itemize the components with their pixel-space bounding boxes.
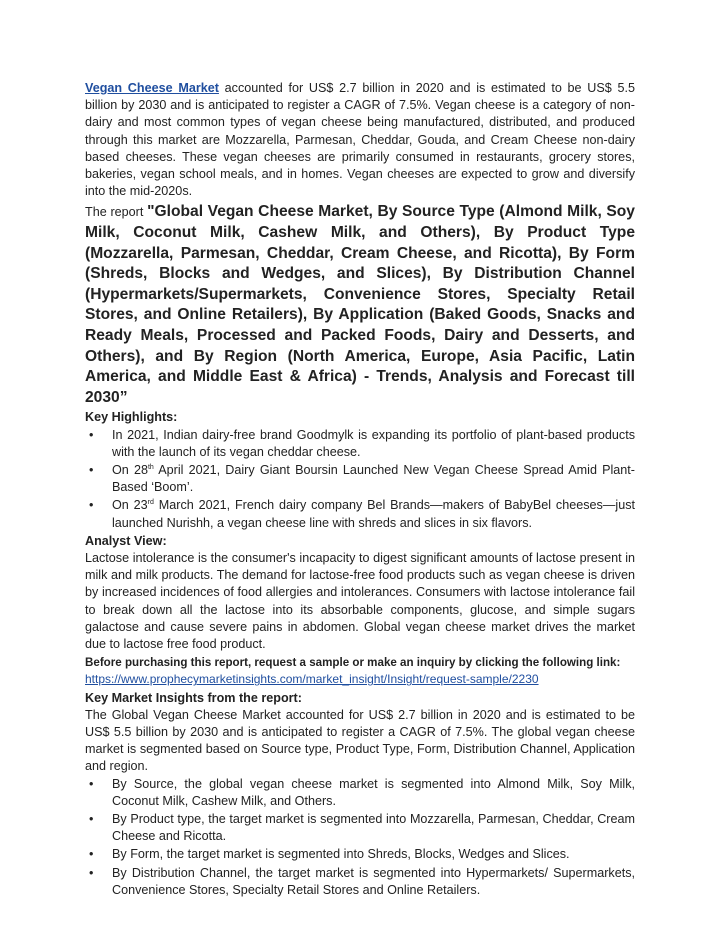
list-item: • In 2021, Indian dairy-free brand Goodmylk is expanding its portfolio of plant-based products with the launch of its vegan cheddar cheese. <box>89 427 635 459</box>
insights-paragraph: The Global Vegan Cheese Market accounted for US$ 2.7 billion in 2020 and is estimated to be US$ 5.5 billion by 2030 and is anticipated to register a CAGR of 7.5%. The global vegan cheese market is segmented based on Source type, Product Type, Form, Distribution Channel, Application and region. <box>85 707 635 774</box>
request-sample-link[interactable]: https://www.prophecymarketinsights.com/market_insight/Insight/request-sample/2230 <box>85 672 539 687</box>
analyst-view-paragraph: Lactose intolerance is the consumer's incapacity to digest significant amounts of lactose present in milk and milk products. The demand for lactose-free food products such as vegan cheese is driven by increased incidences of food allergies and intolerances. Consumers with lactose intolerance fail to break down all the lactose into its absorbable components, glucose, and simple sugars galactose and cause severe pains in abdomen. Global vegan cheese market drives the market due to lactose free food product. <box>85 550 635 651</box>
key-highlights-list <box>85 427 635 532</box>
report-title-paragraph <box>85 202 635 408</box>
bullet-icon: • <box>89 865 94 880</box>
analyst-view-heading: Analyst View: <box>85 533 167 548</box>
list-item: • By Form, the target market is segmented into Shreds, Blocks, Wedges and Slices. <box>85 846 635 863</box>
bullet-icon: • <box>89 462 94 477</box>
key-market-insights-heading: Key Market Insights from the report: <box>85 690 302 705</box>
bullet-icon: • <box>89 776 94 791</box>
report-prefix: The report <box>85 205 148 220</box>
bullet-icon: • <box>89 498 94 513</box>
bullet-icon: • <box>89 847 94 862</box>
key-highlights-heading: Key Highlights: <box>85 410 178 425</box>
insights-list <box>85 776 635 899</box>
report-title: "Global Vegan Cheese Market, By Source Type (Almond Milk, Soy Milk, Coconut Milk, Cashew Milk, and Others), By Product Type (Mozzarella, Parmesan, Cheddar, Cream Cheese, and Ricotta), By Form (Shreds, Blocks and Wedges, and Slices), By Distribution Channel (Hypermarkets/Supermarkets, Convenience Stores, Specialty Retail Stores, and Online Retailers), By Application (Baked Goods, Snacks and Ready Meals, Processed and Packed Foods, Dairy and Desserts, and Others), and By Region (North America, Europe, Asia Pacific, Latin America, and Middle East & Africa) - Trends, Analysis and Forecast till 2030” <box>85 203 635 406</box>
bullet-icon: • <box>89 427 94 442</box>
vegan-cheese-market-link[interactable]: Vegan Cheese Market <box>85 81 219 95</box>
list-item: • On 28th April 2021, Dairy Giant Boursin Launched New Vegan Cheese Spread Amid Plant-Based ‘Boom’. <box>89 462 636 495</box>
list-item: • By Source, the global vegan cheese market is segmented into Almond Milk, Soy Milk, Coconut Milk, Cashew Milk, and Others. <box>89 776 635 808</box>
purchase-note: Before purchasing this report, request a sample or make an inquiry by clicking the following link: <box>85 656 621 670</box>
document-page <box>85 80 635 900</box>
bullet-icon: • <box>89 812 94 827</box>
intro-text: accounted for US$ 2.7 billion in 2020 and is estimated to be US$ 5.5 billion by 2030 and is anticipated to register a CAGR of 7.5%. Vegan cheese is a category of non-dairy and most common types of vegan cheese being manufactured, distributed, and produced through this market are Mozzarella, Parmesan, Cheddar, Gouda, and Cream Cheese non-dairy based cheeses. These vegan cheeses are primarily consumed in restaurants, grocery stores, bakeries, vegan school meals, and in homes. Vegan cheeses are expected to grow and diversify into the mid-2020s. <box>85 81 635 199</box>
list-item: • By Product type, the target market is segmented into Mozzarella, Parmesan, Cheddar, Cream Cheese and Ricotta. <box>89 812 635 844</box>
list-item: • On 23rd March 2021, French dairy company Bel Brands—makers of BabyBel cheeses—just launched Nurishh, a vegan cheese line with shreds and slices in six flavors. <box>89 498 635 530</box>
list-item: • By Distribution Channel, the target market is segmented into Hypermarkets/ Supermarkets, Convenience Stores, Specialty Retail Stores and Online Retailers. <box>89 865 635 897</box>
intro-paragraph <box>85 80 635 200</box>
